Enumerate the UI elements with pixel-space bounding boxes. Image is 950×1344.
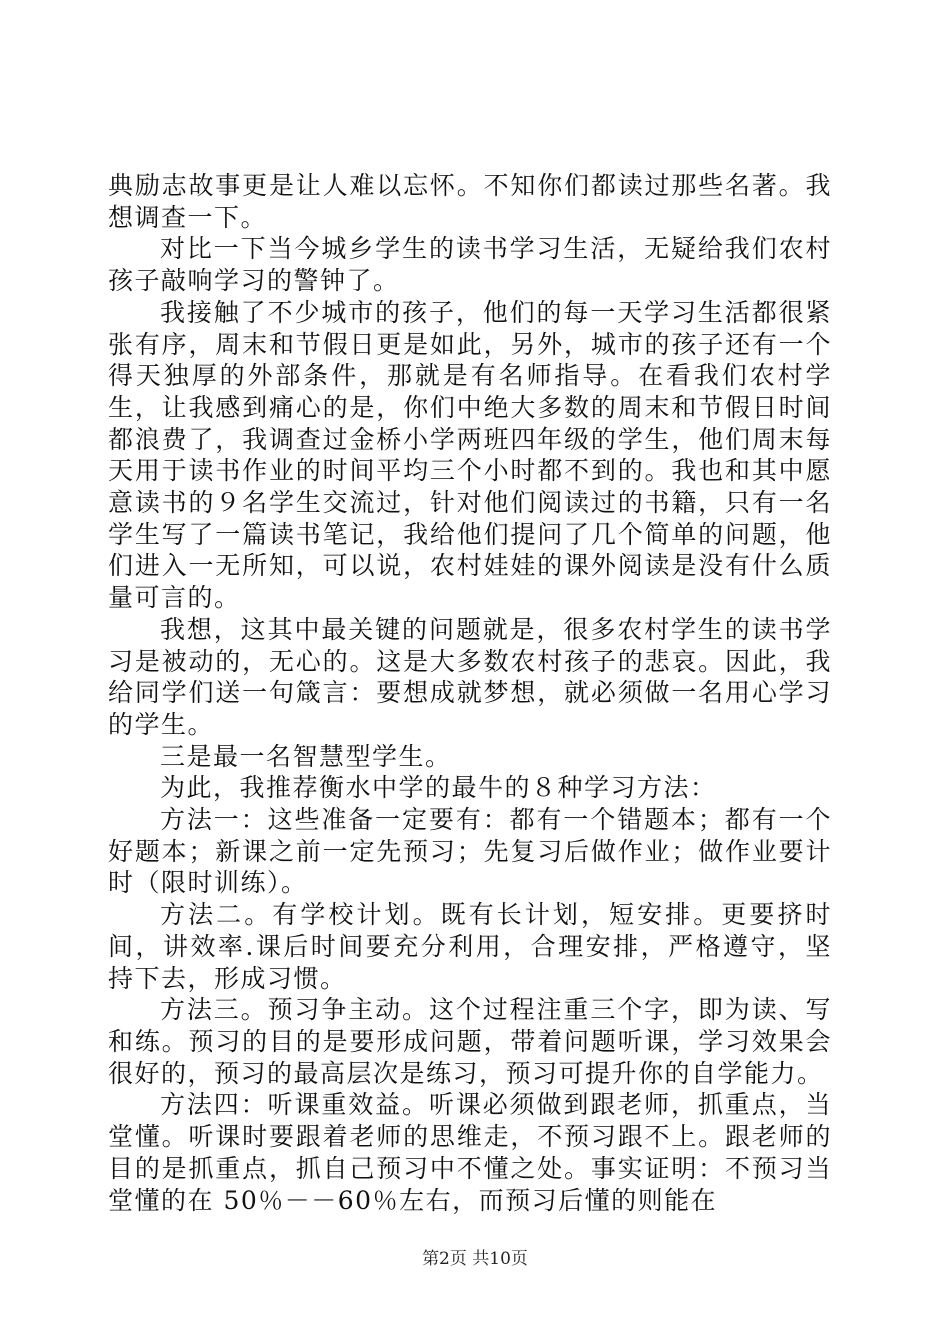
paragraph-6: 为此，我推荐衡水中学的最牛的８种学习方法： [160,773,717,803]
paragraph-8: 方法二。有学校计划。既有长计划，短安排。更要挤时间，讲效率.课后时间要充分利用，合理安排，严格遵守，坚持下去，形成习惯。 [108,900,832,993]
paragraph-1: 典励志故事更是让人难以忘怀。不知你们都读过那些名著。我想调查一下。 [108,171,832,232]
paragraph-9: 方法三。预习争主动。这个过程注重三个字，即为读、写和练。预习的目的是要形成问题，带着问题听课，学习效果会很好的，预习的最高层次是练习，预习可提升你的自学能力。 [108,995,832,1088]
paragraph-3: 我接触了不少城市的孩子，他们的每一天学习生活都很紧张有序，周末和节假日更是如此，另外，城市的孩子还有一个得天独厚的外部条件，那就是有名师指导。在看我们农村学生，让我感到痛心的是，你们中绝大多数的周末和节假日时间都浪费了，我调查过金桥小学两班四年级的学生，他们周末每天用于读书作业的时间平均三个小时都不到的。我也和其中愿意读书的９名学生交流过，针对他们阅读过的书籍，只有一名学生写了一篇读书笔记，我给他们提问了几个简单的问题，他们进入一无所知，可以说，农村娃娃的课外阅读是没有什么质量可言的。 [108,297,832,613]
paragraph-7: 方法一：这些准备一定要有：都有一个错题本；都有一个好题本；新课之前一定先预习；先复习后做作业；做作业要计时（限时训练）。 [108,805,832,898]
paragraph-5: 三是最一名智慧型学生。 [160,741,452,771]
document-body [108,170,832,1216]
paragraph-2: 对比一下当今城乡学生的读书学习生活，无疑给我们农村孩子敲响学习的警钟了。 [108,234,832,296]
paragraph-4: 我想，这其中最关键的问题就是，很多农村学生的读书学习是被动的，无心的。这是大多数农村孩子的悲哀。因此，我给同学们送一句箴言：要想成就梦想，就必须做一名用心学习的学生。 [108,614,832,739]
page-number-footer: 第2页 共10页 [422,1249,528,1269]
paragraph-10: 方法四：听课重效益。听课必须做到跟老师，抓重点，当堂懂。听课时要跟着老师的思维走，不预习跟不上。跟老师的目的是抓重点，抓自己预习中不懂之处。事实证明：不预习当堂懂的在 50％－－60％左右，而预习后懂的则能在 [108,1090,832,1215]
